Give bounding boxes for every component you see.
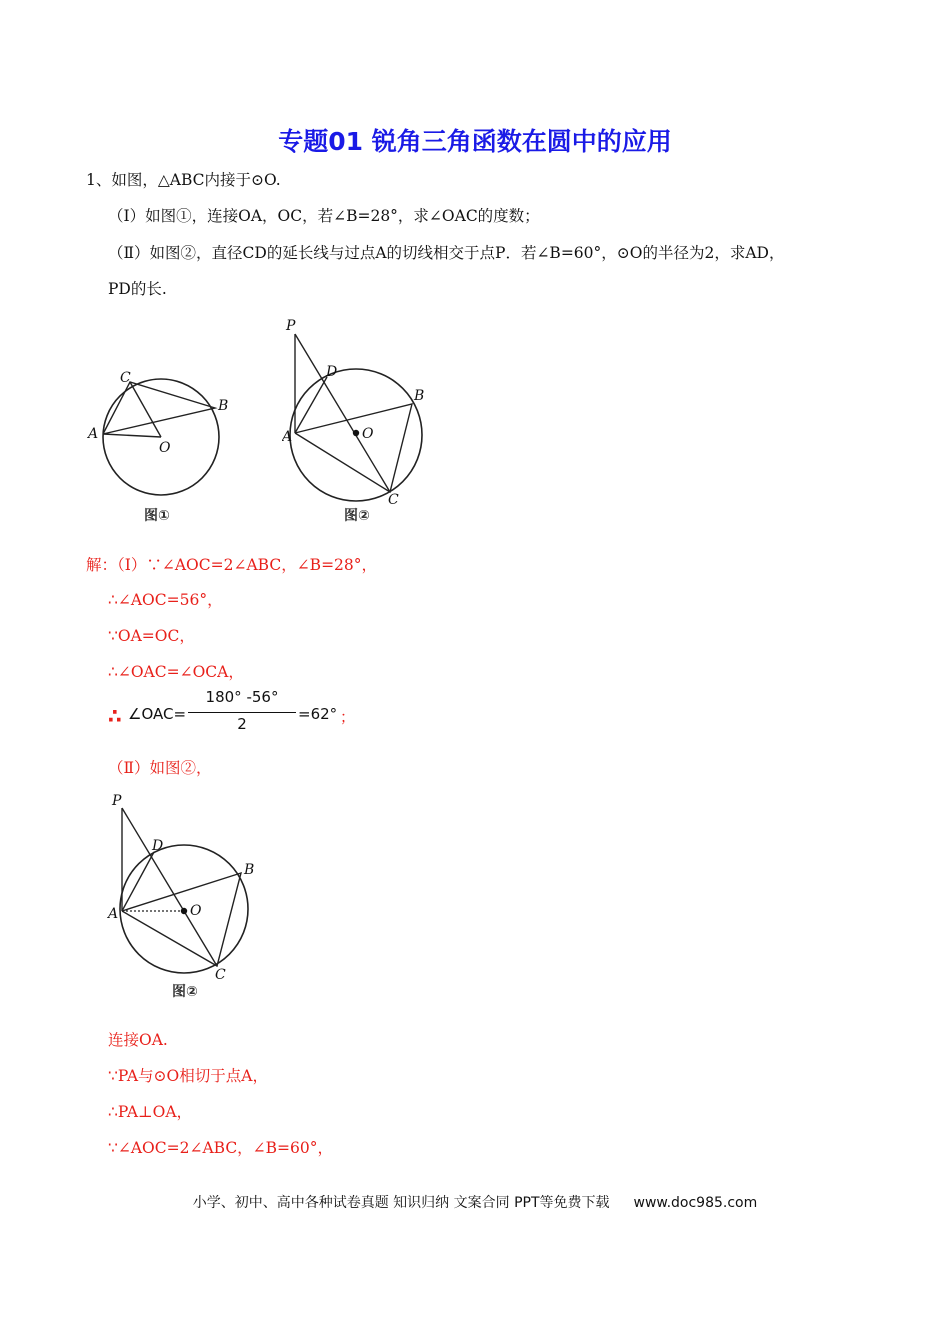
solution-line-4: ∴∠OAC=∠OCA， [108,663,244,681]
formula-denominator: 2 [237,715,247,733]
triangle-abc [295,404,412,492]
label-o: O [190,903,202,919]
segment-ad [295,377,327,433]
label-p: P [112,793,122,809]
label-b: B [414,388,425,404]
label-o: O [362,426,374,442]
label-d: D [152,838,164,854]
solution-line-2: ∴∠AOC=56°， [108,591,223,609]
footer-text: 小学、初中、高中各种试卷真题 知识归纳 文案合同 PPT等免费下载 [192,1195,610,1211]
label-p: P [286,318,296,334]
label-c: C [215,967,226,983]
therefore-symbol: ∴ [108,704,122,728]
label-b: B [244,862,255,878]
solution-line-5: （Ⅱ）如图②， [108,759,212,777]
triangle-abc [103,382,215,434]
label-d: D [326,364,338,380]
formula-numerator: 180° -56° [205,688,279,706]
label-o: O [159,440,171,456]
label-c: C [388,492,399,508]
problem-part2-line2: PD的长. [108,280,167,298]
label-b: B [218,398,229,414]
problem-part1: （Ⅰ）如图①，连接OA，OC，若∠B=28°，求∠OAC的度数； [108,207,540,225]
formula-semicolon: ； [340,708,356,726]
problem-part2-line1: （Ⅱ）如图②，直径CD的延长线与过点A的切线相交于点P．若∠B=60°，⊙O的半径为2，求AD， [108,244,785,262]
center-o [181,908,187,914]
figure-3 [104,788,264,1008]
solution-line-1: 解：（Ⅰ）∵∠AOC=2∠ABC，∠B=28°， [86,556,378,574]
label-a: A [108,906,119,922]
segment-oa [103,434,161,437]
solution-line-6: 连接OA. [108,1031,168,1049]
solution-line-8: ∴PA⊥OA， [108,1103,193,1121]
figure-2-caption: 图② [344,508,370,524]
center-o [353,430,359,436]
label-a: A [282,429,293,445]
label-a: A [88,426,99,442]
page-title: 专题01 锐角三角函数在圆中的应用 [278,127,672,156]
line-pc [122,808,217,966]
figure-2 [282,314,442,534]
footer-site-link[interactable]: www.doc985.com [633,1195,758,1211]
solution-line-3: ∵OA=OC， [108,627,195,645]
figure-3-caption: 图② [172,984,198,1000]
fraction-bar [188,712,296,713]
problem-intro: 1、如图，△ABC内接于⊙O. [86,171,281,189]
figure-1-caption: 图① [144,508,170,524]
footer [0,1192,950,1212]
label-c: C [120,370,131,386]
formula-lhs: ∠OAC= [128,705,187,723]
solution-line-7: ∵PA与⊙O相切于点A， [108,1067,268,1085]
solution-line-9: ∵∠AOC=2∠ABC，∠B=60°， [108,1139,334,1157]
figure-1 [82,362,232,532]
triangle-abc [122,873,241,966]
formula-rhs: =62° [298,705,338,723]
